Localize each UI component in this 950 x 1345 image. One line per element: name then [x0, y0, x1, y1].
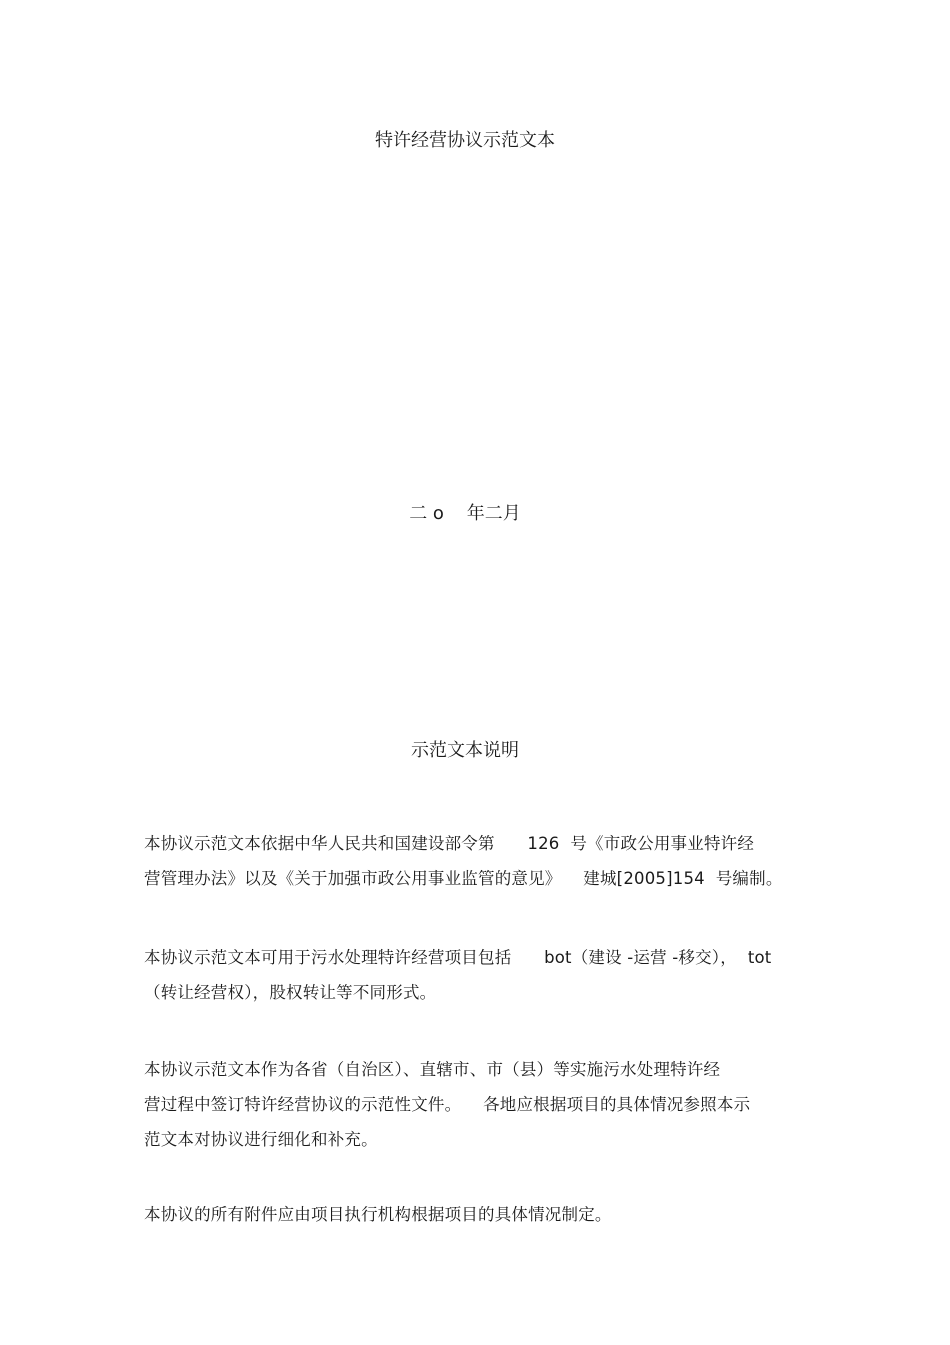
paragraph — [144, 940, 824, 1010]
paragraph-line: 范文本对协议进行细化和补充。 — [144, 1130, 378, 1149]
section-title: 示范文本说明 — [411, 740, 519, 761]
paragraph-line: 营管理办法》以及《关于加强市政公用事业监管的意见》 建城[2005]154 号编制。 — [144, 869, 783, 888]
paragraph-line: 营过程中签订特许经营协议的示范性文件。 各地应根据项目的具体情况参照本示 — [144, 1095, 751, 1114]
paragraph — [144, 1197, 824, 1232]
paragraph-line: 本协议的所有附件应由项目执行机构根据项目的具体情况制定。 — [144, 1205, 612, 1224]
document-date: 二 o 年二月 — [409, 503, 521, 524]
paragraph-line: 本协议示范文本依据中华人民共和国建设部令第 126 号《市政公用事业特许经 — [144, 834, 755, 853]
paragraph-line: 本协议示范文本可用于污水处理特许经营项目包括 bot（建设 -运营 -移交）， tot — [144, 948, 772, 967]
paragraph — [144, 826, 824, 896]
paragraph — [144, 1052, 824, 1157]
paragraph-line: （转让经营权），股权转让等不同形式。 — [144, 983, 437, 1002]
document-title: 特许经营协议示范文本 — [375, 130, 555, 151]
paragraph-line: 本协议示范文本作为各省（自治区）、直辖市、市（县）等实施污水处理特许经 — [144, 1060, 721, 1079]
